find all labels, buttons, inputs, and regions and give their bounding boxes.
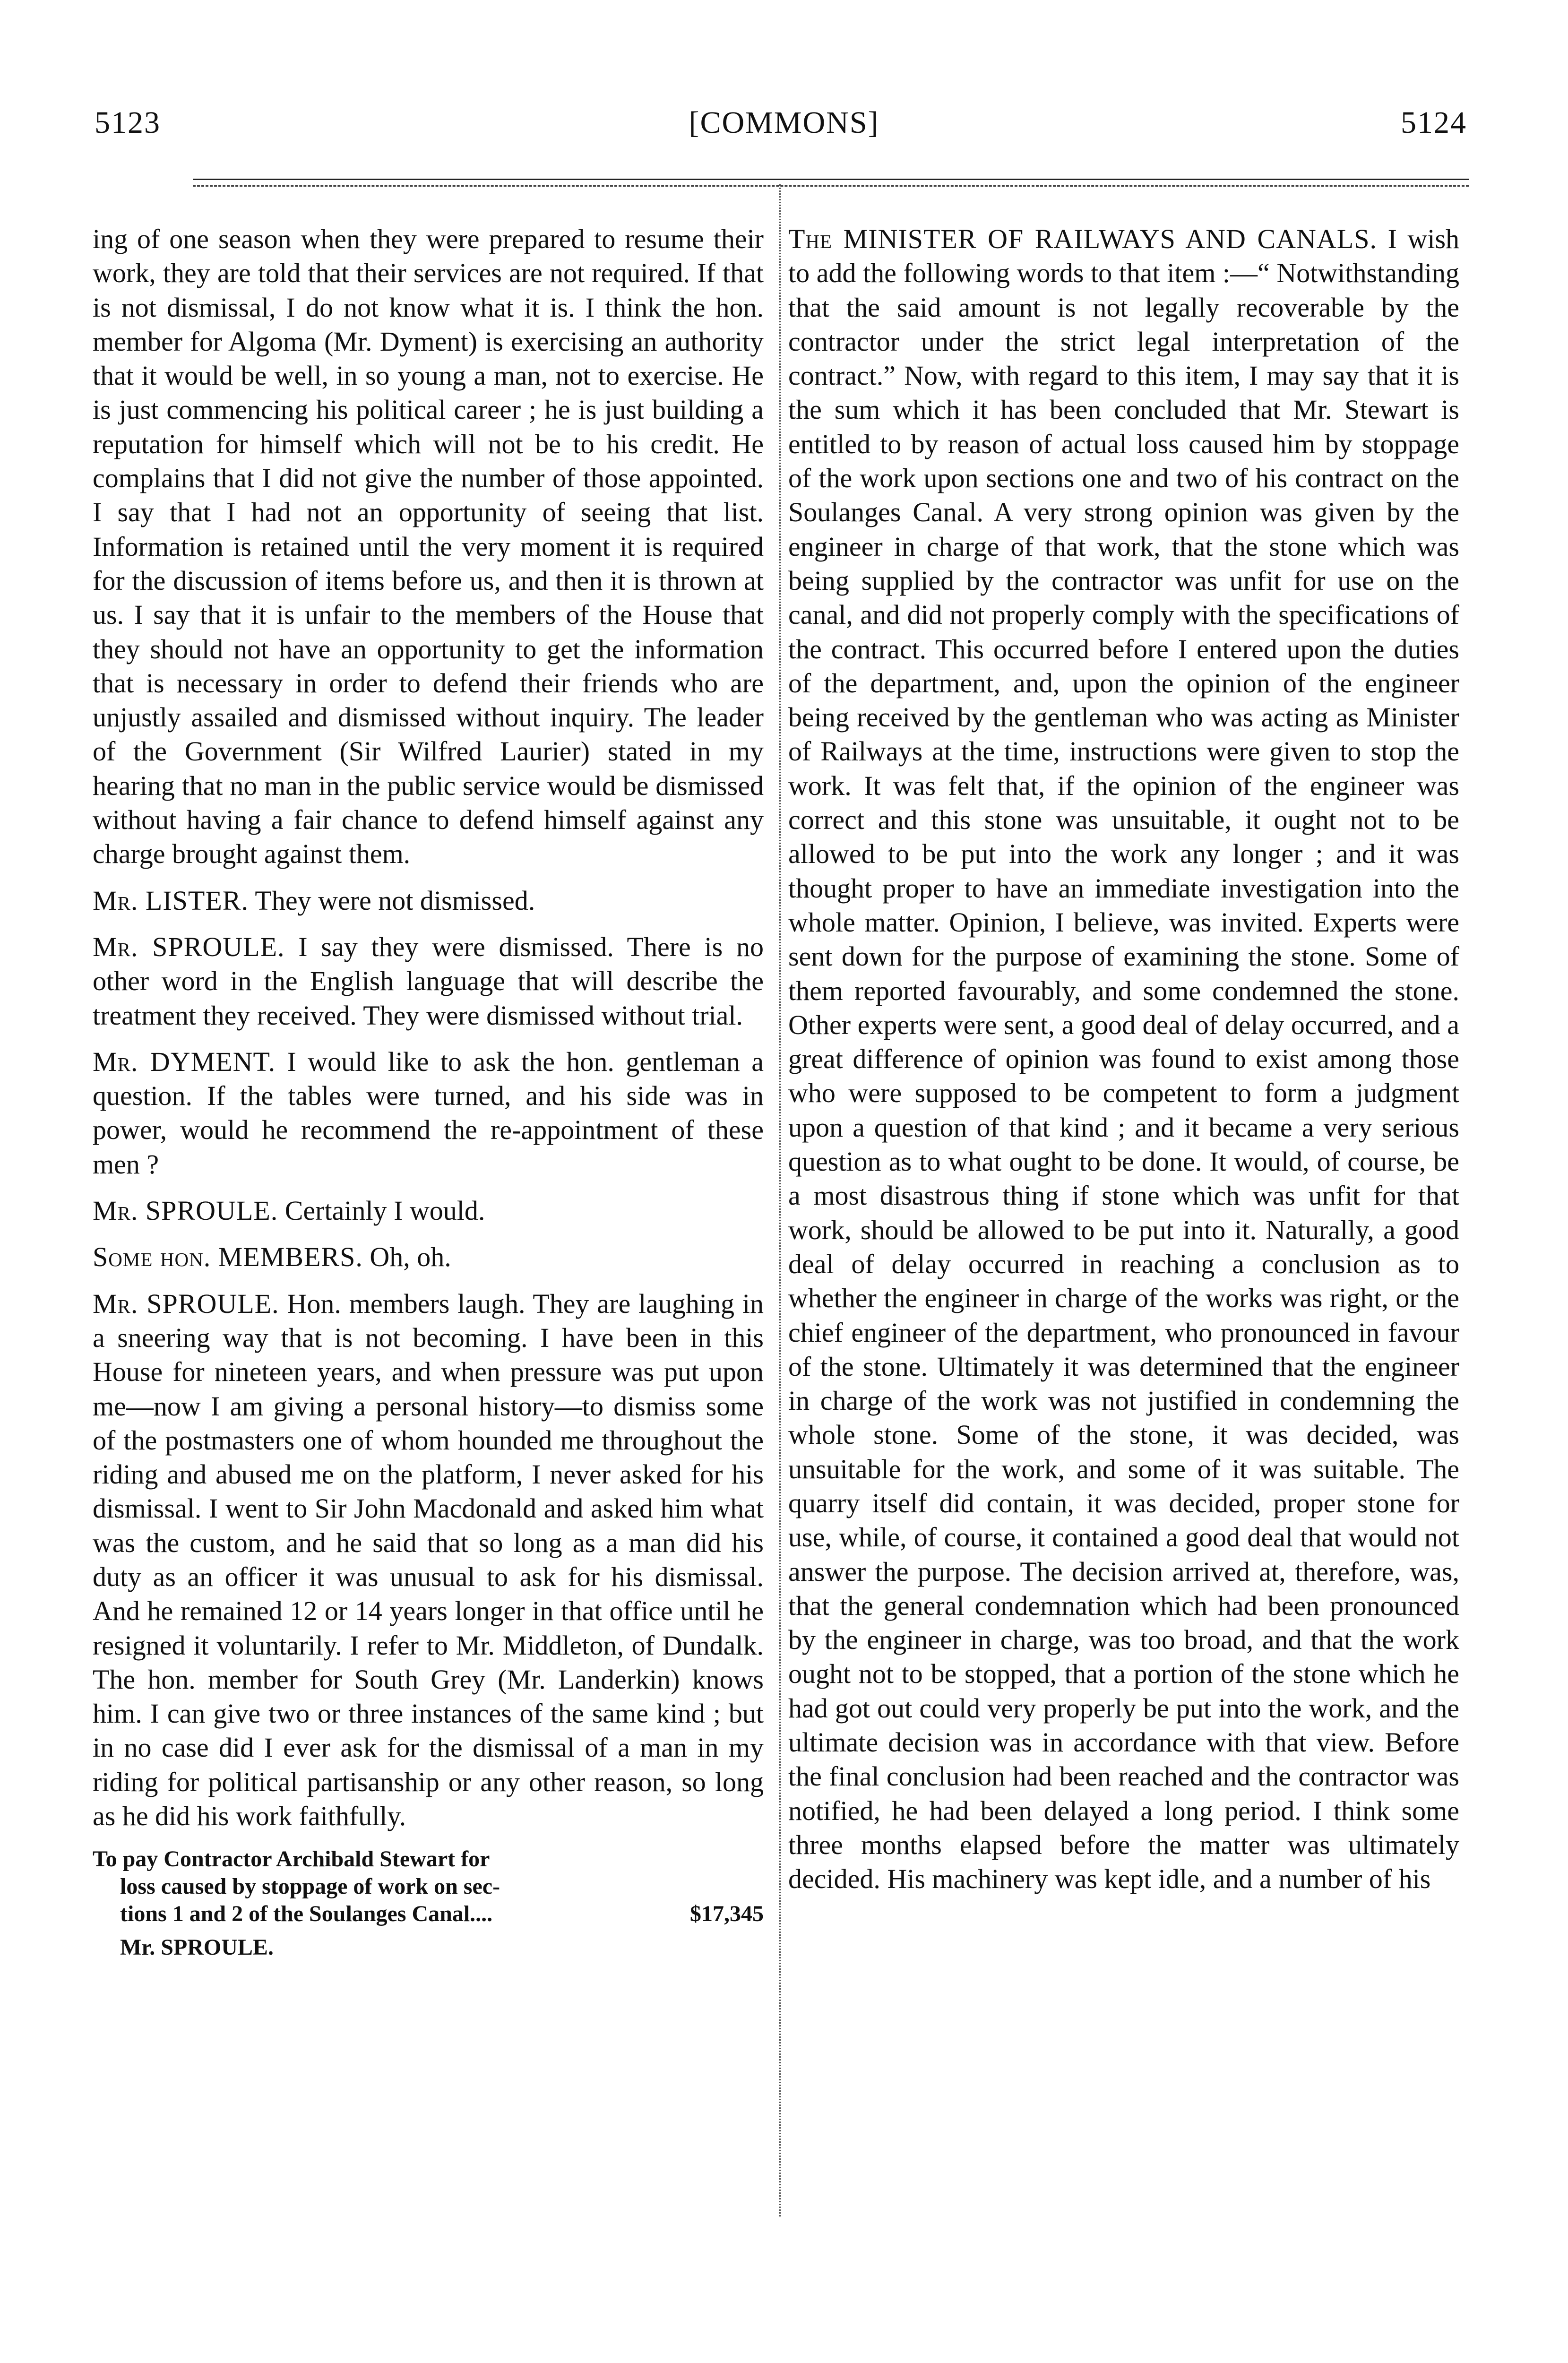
speech-sproule-3: [93, 1287, 764, 1834]
speaker-name: Mr. DYMENT.: [93, 1046, 276, 1077]
header-rule: [193, 179, 1469, 180]
item-line: tions 1 and 2 of the Soulanges Canal....: [120, 1901, 493, 1927]
speaker-name: Some hon. MEMBERS.: [93, 1242, 363, 1273]
speech-sproule-1: [93, 930, 764, 1033]
speech-minister: [788, 222, 1459, 1897]
speech-text: They were not dismissed.: [255, 885, 535, 916]
item-amount: $17,345: [690, 1901, 764, 1927]
header-rule-dashed: [193, 185, 1469, 187]
speech-members: [93, 1240, 764, 1274]
column-divider: [779, 184, 781, 2216]
speaker-name: Mr. SPROULE.: [93, 931, 285, 962]
speaker-name: The MINISTER OF RAILWAYS AND CANALS.: [788, 224, 1377, 254]
item-line: To pay Contractor Archibald Stewart for: [93, 1846, 490, 1872]
speech-text: Oh, oh.: [370, 1242, 451, 1273]
speaker-name: Mr. SPROULE.: [93, 1195, 278, 1226]
item-line-with-amount: [93, 1900, 764, 1928]
speech-text: I would like to ask the hon. gentleman a question. If the tables were turned, and his side was in power, would he recommend the re-appointment of these men ?: [93, 1046, 764, 1180]
running-title: [COMMONS]: [689, 105, 879, 140]
speaker-name: Mr. SPROULE.: [93, 1288, 279, 1319]
left-column: [93, 222, 764, 2363]
speech-text: I say they were dismissed. There is no other word in the English language that will describe the treatment they received. They were dismissed without trial.: [93, 931, 764, 1031]
right-column: [788, 222, 1459, 2363]
speaker-name: Mr. LISTER.: [93, 885, 249, 916]
continued-paragraph: ing of one season when they were prepared to resume their work, they are told that their services are not required. If that is not dismissal, I do not know what it is. I think the hon. member for Algoma (Mr. Dyment) is exercising an authority that it would be well, in so young a man, not to exercise. He is just commencing his political career ; he is just building a reputation for himself which will not be to his credit. He complains that I did not give the number of those appointed. I say that I had not an opportunity of seeing that list. Information is retained until the very moment it is required for the discussion of items before us, and then it is thrown at us. I say that it is unfair to the members of the House that they should not have an opportunity to get the information that is necessary in order to defend their friends who are unjustly assailed and dismissed without inquiry. The leader of the Government (Sir Wilfred Laurier) stated in my hearing that no man in the public service would be dismissed without having a fair chance to defend himself against any charge brought against them.: [93, 224, 764, 870]
speech-text: I wish to add the following words to that item :—“ Notwithstanding that the said amount is not legally recoverable by the contractor under the strict legal interpretation of the contract.” Now, with regard to this item, I may say that it is the sum which it has been concluded that Mr. Stewart is entitled to by reason of actual loss caused him by stoppage of the work upon sections one and two of his contract on the Soulanges Canal. A very strong opinion was given by the engineer in charge of that work, that the stone which was being supplied by the contractor was unfit for use on the canal, and did not properly comply with the specifications of the contract. This occurred before I entered upon the duties of the department, and, upon the opinion of the engineer being received by the gentleman who was acting as Minister of Railways at the time, instructions were given to stop the work. It was felt that, if the opinion of the engineer was correct and this stone was unsuitable, it ought not to be allowed to be put into the work any longer ; and it was thought proper to have an immediate investigation into the whole matter. Opinion, I believe, was invited. Experts were sent down for the purpose of examining the stone. Some of them reported favourably, and some condemned the stone. Other experts were sent, a good deal of delay occurred, and a great difference of opinion was found to exist among those who were supposed to be competent to form a judgment upon a question of that kind ; and it became a very serious question as to what ought to be done. It would, of course, be a most disastrous thing if stone which was unfit for that work, should be allowed to be put into it. Naturally, a good deal of delay occurred in reaching a conclusion as to whether the engineer in charge of the works was right, or the chief engineer of the department, who pronounced in favour of the stone. Ultimately it was determined that the engineer in charge of the work was not justified in condemning the whole stone. Some of the stone, it was decided, was unsuitable for the work, and some of it was suitable. The quarry itself did contain, it was decided, proper stone for use, while, of course, it contained a good deal that would not answer the purpose. The decision arrived at, therefore, was, that the general condemnation which had been pronounced by the engineer in charge, was too broad, and that the work ought not to be stopped, that a portion of the stone which he had got out could very properly be put into the work, and the ultimate decision was in accordance with that view. Before the final conclusion had been reached and the contractor was notified, he had been delayed a long period. I think some three months elapsed before the matter was ultimately decided. His machinery was kept idle, and a number of his: [788, 224, 1459, 1895]
item-speaker: Mr. SPROULE.: [120, 1935, 274, 1960]
speech-dyment: [93, 1045, 764, 1182]
page-number-right: 5124: [1401, 105, 1467, 140]
speech-sproule-2: [93, 1194, 764, 1228]
page-header: [0, 0, 1568, 180]
speech-text: Certainly I would.: [284, 1195, 485, 1226]
speech-text: Hon. members laugh. They are laughing in a sneering way that is not becoming. I have been in this House for nineteen years, and when pressure was put upon me—now I am giving a personal history—to dismiss some of the postmasters one of whom hounded me throughout the riding and abused me on the platform, I never asked for his dismissal. I went to Sir John Macdonald and asked him what was the custom, and he said that so long as a man did his duty as an officer it was unusual to ask for his dismissal. And he remained 12 or 14 years longer in that office until he resigned it voluntarily. I refer to Mr. Middleton, of Dundalk. The hon. member for South Grey (Mr. Landerkin) knows him. I can give two or three instances of the same kind ; but in no case did I ever ask for the dismissal of a man in my riding for political partisanship or any other reason, so long as he did his work faithfully.: [93, 1288, 764, 1832]
supply-item: [93, 1846, 764, 1928]
item-line: loss caused by stoppage of work on sec-: [120, 1874, 500, 1899]
page-number-left: 5123: [95, 105, 161, 140]
speech-lister: [93, 884, 764, 918]
